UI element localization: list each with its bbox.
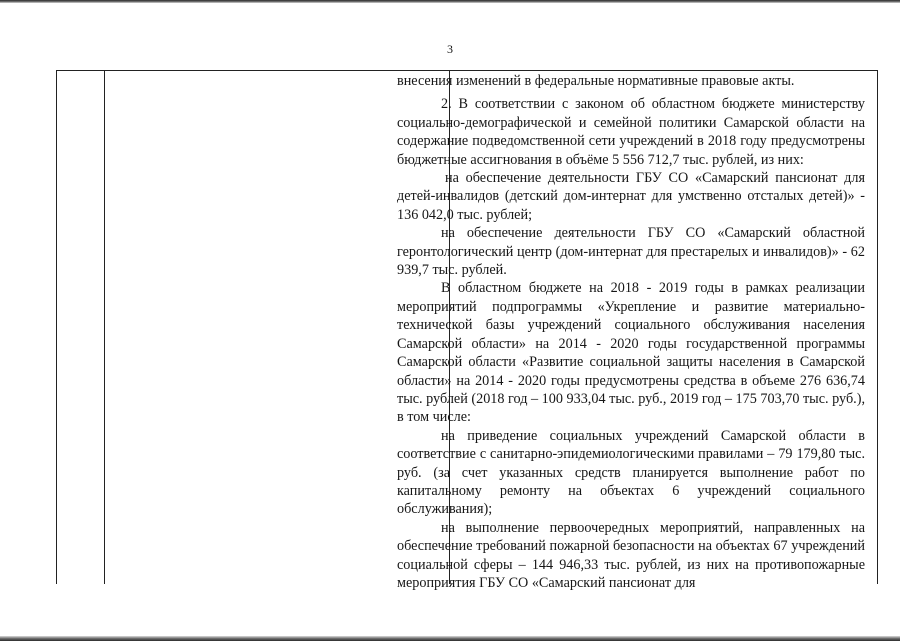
paragraph-pansionat-funding: на обеспечение деятельности ГБУ СО «Самарский пансионат для детей-инвалидов (детский дом-интернат для умственно отсталых детей)» - 136 042,0 тыс. рублей; [397, 170, 865, 223]
table-cell-text [397, 72, 865, 592]
table-column-number [57, 71, 105, 584]
paragraph-gerontology-funding: на обеспечение деятельности ГБУ СО «Самарский областной геронтологический центр (дом-интернат для престарелых и инвалидов)» - 62 939,7 тыс. рублей. [397, 225, 865, 279]
page-number: 3 [447, 42, 453, 56]
scan-edge-top [0, 0, 900, 3]
paragraph-continuation: внесения изменений в федеральные нормативные правовые акты. [397, 73, 795, 89]
scan-edge-bottom [0, 636, 900, 641]
paragraph-program-funding: В областном бюджете на 2018 - 2019 годы в рамках реализации мероприятий подпрограммы «Укрепление и развитие материально-технической базы учреждений социального обслуживания населения Самарской области» на 2014 - 2020 годы государственной программы Самарской области «Развитие социальной защиты населения в Самарской области» на 2014 - 2020 годы предусмотрены средства в объеме 276 636,74 тыс. рублей (2018 год – 100 933,04 тыс. руб., 2019 год – 175 703,70 тыс. руб.), в том числе: [397, 280, 865, 426]
paragraph-sanitary-funding: на приведение социальных учреждений Самарской области в соответствие с санитарно-эпидемиологическими правилами – 79 179,80 тыс. руб. (за счет указанных средств планируется выполнение работ по капитальному ремонту на объектах 6 учреждений социального обслуживания); [397, 427, 865, 518]
paragraph-budget-allocation: 2. В соответствии с законом об областном бюджете министерству социально-демографической и семейной политики Самарской области на содержание подведомственной сети учреждений в 2018 году предусмотрены бюджетные ассигнования в объёме 5 556 712,7 тыс. рублей, из них: [397, 96, 865, 168]
paragraph-fire-safety-funding: на выполнение первоочередных мероприятий, направленных на обеспечение требований пожарной безопасности на объектах 67 учреждений социальной сферы – 144 946,33 тыс. рублей, из них на противопожарные мероприятия ГБУ СО «Самарский пансионат для [397, 519, 865, 591]
